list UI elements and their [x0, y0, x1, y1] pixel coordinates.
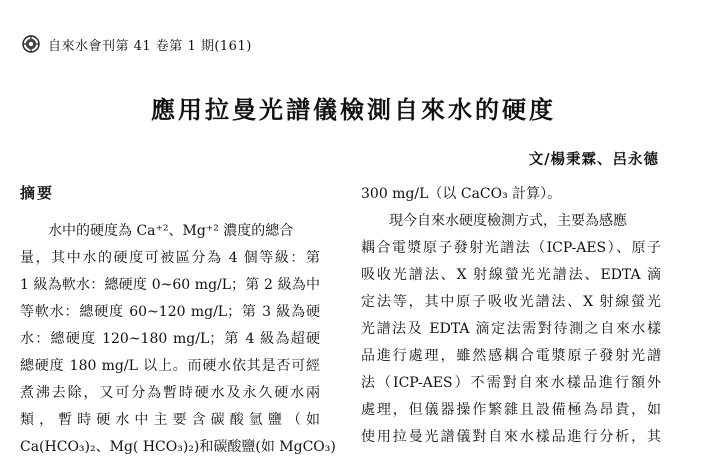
- body-line: 吸收光譜法、X 射線螢光光譜法、EDTA 滴: [361, 267, 661, 283]
- body-line: 光譜法及 EDTA 滴定法需對待測之自來水樣: [361, 321, 661, 337]
- body-line: 現今自來水硬度檢測方式，主要為感應: [361, 213, 627, 229]
- abstract-line: 煮沸去除，又可分為暫時硬水及永久硬水兩: [20, 385, 320, 401]
- body-line: 定法等，其中原子吸收光譜法、X 射線螢光: [361, 294, 661, 310]
- journal-seal-icon: [22, 35, 40, 53]
- body-line: 300 mg/L（以 CaCO₃ 計算）。: [361, 186, 562, 202]
- body-line: 品進行處理，雖然感耦合電漿原子發射光譜: [361, 348, 661, 364]
- right-column: [361, 181, 661, 451]
- abstract-line: 1 級為軟水：總硬度 0~60 mg/L；第 2 級為中: [20, 277, 320, 293]
- running-header: [22, 33, 252, 55]
- abstract-heading: 摘要: [20, 184, 55, 202]
- abstract-line: Ca(HCO₃)₂、Mg( HCO₃)₂)和碳酸鹽(如 MgCO₃): [20, 439, 336, 455]
- abstract-line: 水：總硬度 120~180 mg/L；第 4 級為超硬: [20, 331, 320, 347]
- left-column: [20, 180, 336, 461]
- abstract-line: 等軟水：總硬度 60~120 mg/L；第 3 級為硬: [20, 304, 320, 320]
- abstract-line: 類，暫時硬水中主要含碳酸氫鹽（如: [20, 412, 320, 428]
- body-line: 處理，但儀器操作繁雜且設備極為昂貴，如: [361, 402, 661, 418]
- body-line: 耦合電漿原子發射光譜法（ICP-AES）、原子: [361, 240, 661, 256]
- article-title: 應用拉曼光譜儀檢測自來水的硬度: [151, 95, 556, 124]
- body-line: 使用拉曼光譜儀對自來水樣品進行分析，其: [361, 429, 661, 445]
- abstract-line: 總硬度 180 mg/L 以上。而硬水依其是否可經: [20, 358, 320, 374]
- body-line: 法（ICP-AES）不需對自來水樣品進行額外: [361, 375, 661, 391]
- article-authors: 文/楊秉霖、呂永德: [528, 151, 659, 168]
- abstract-line: 量，其中水的硬度可被區分為 4 個等級：第: [20, 250, 320, 266]
- running-title: 自來水會刊第 41 卷第 1 期(161): [48, 38, 252, 54]
- abstract-line: 水中的硬度為 Ca⁺²、Mg⁺² 濃度的總合: [20, 223, 294, 239]
